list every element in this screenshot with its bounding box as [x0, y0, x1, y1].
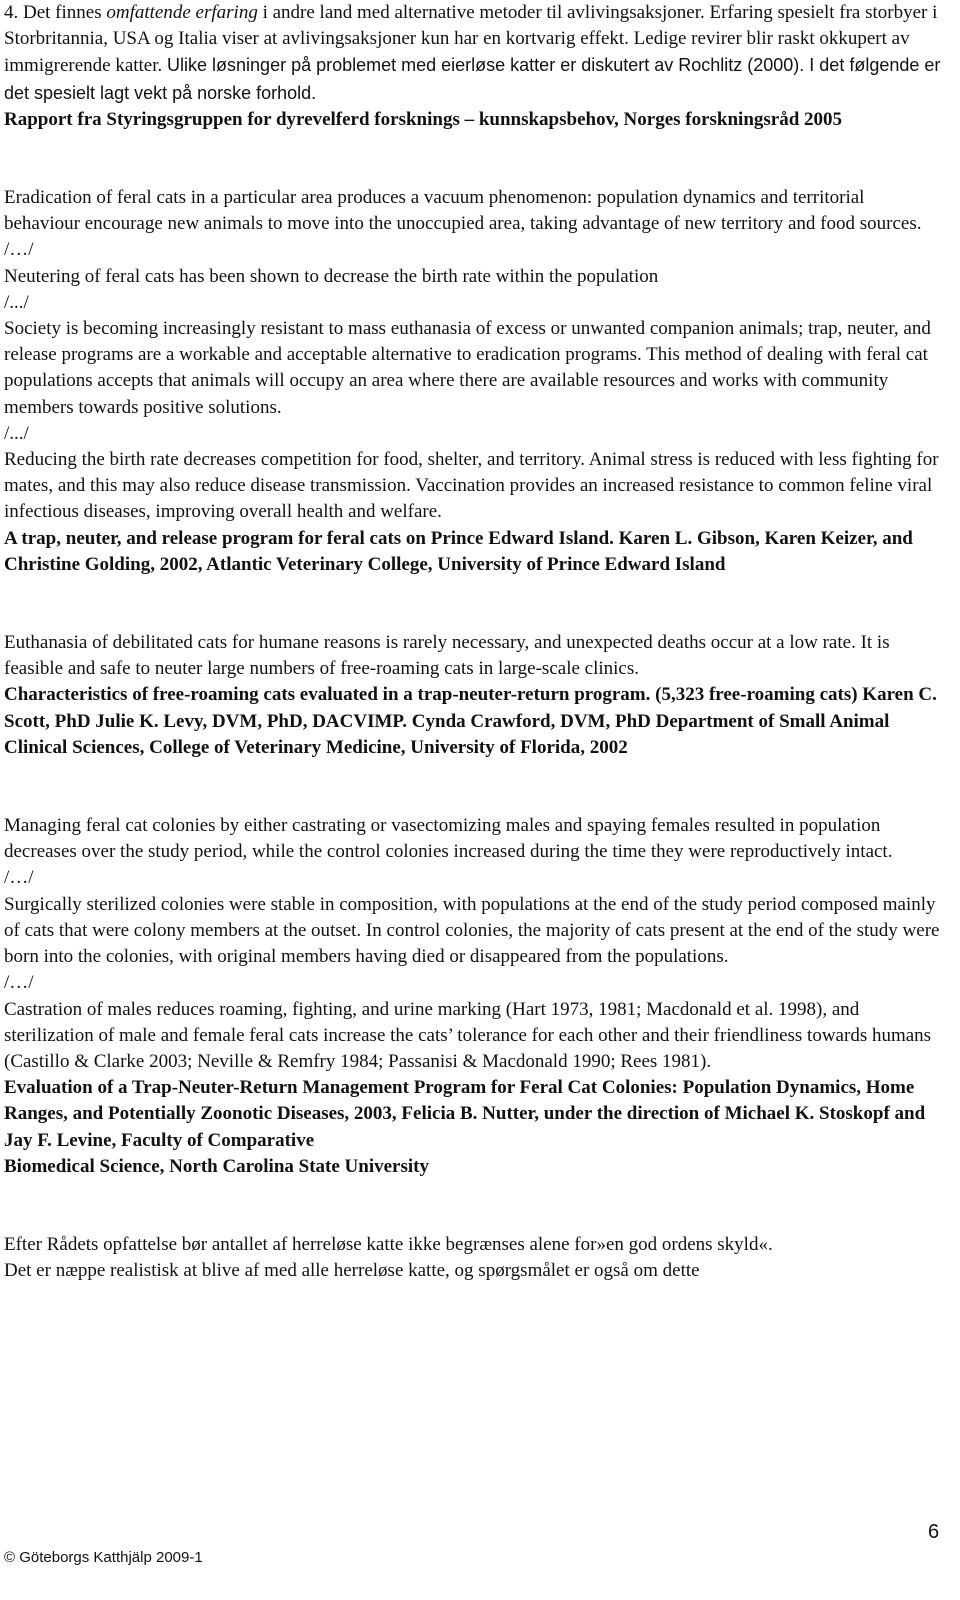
source-citation-norges: Rapport fra Styringsgruppen for dyrevelferd forsknings – kunnskapsbehov, Norges forskningsråd 2005 — [4, 108, 843, 130]
spacer — [4, 761, 942, 813]
omission-marker: /.../ — [4, 422, 29, 444]
quote-paragraph: Surgically sterilized colonies were stable in composition, with populations at the end of the study period composed mainly of cats that were colony members at the outset. In control colonies, the majority of cats present at the end of the study were born into the colonies, with original members having died or disappeared from the populations. — [4, 893, 940, 968]
intro-paragraph — [4, 0, 942, 107]
intro-lead: 4. Det finnes — [4, 2, 107, 23]
omission-marker: /…/ — [4, 972, 34, 994]
intro-emphasis: omfattende erfaring — [106, 2, 258, 23]
spacer — [4, 1180, 942, 1232]
quote-paragraph: Euthanasia of debilitated cats for humane reasons is rarely necessary, and unexpected deaths occur at a low rate. It is feasible and safe to neuter large numbers of free-roaming cats in large-scale clinics. — [4, 632, 890, 680]
quote-paragraph: Castration of males reduces roaming, fighting, and urine marking (Hart 1973, 1981; Macdonald et al. 1998), and sterilization of male and female feral cats increase the cats’ tolerance for each other and their friendliness towards humans (Castillo & Clarke 2003; Neville & Remfry 1984; Passanisi & Macdonald 1990; Rees 1981). — [4, 998, 932, 1072]
omission-marker: /…/ — [4, 239, 34, 261]
quote-paragraph: Managing feral cat colonies by either castrating or vasectomizing males and spaying females resulted in population decreases over the study period, while the control colonies increased during the time they were reproductively intact. — [4, 815, 893, 863]
page-number: 6 — [928, 1521, 940, 1543]
spacer — [4, 578, 942, 630]
intro-sans-text: Ulike løsninger på problemet med eierløse katter er diskutert av Rochlitz (2000). I det følgende er det spesielt lagt vekt på norske forhold. — [4, 55, 941, 103]
document-page — [4, 0, 942, 1284]
closing-line: Det er næppe realistisk at blive af med alle herreløse katte, og spørgsmålet er også om dette — [4, 1260, 700, 1282]
source-citation-prince-edward-island: A trap, neuter, and release program for feral cats on Prince Edward Island. Karen L. Gibson, Karen Keizer, and Christine Golding, 2002, Atlantic Veterinary College, University of Prince Edward Island — [4, 527, 913, 575]
omission-marker: /.../ — [4, 291, 29, 313]
omission-marker: /…/ — [4, 867, 34, 889]
intro-body: i andre land med alternative metoder til avlivingsaksjoner. Erfaring spesielt fra storbyer i Storbritannia, USA og Italia viser at avlivingsaksjoner kun har en kortvarig effekt. Ledige revirer blir raskt okkupert av immigrerende katter. — [4, 2, 938, 77]
quote-paragraph: Neutering of feral cats has been shown to decrease the birth rate within the population — [4, 265, 659, 287]
spacer — [4, 133, 942, 185]
source-citation-florida: Characteristics of free-roaming cats evaluated in a trap-neuter-return program. (5,323 free-roaming cats) Karen C. Scott, PhD Julie K. Levy, DVM, PhD, DACVIMP. Cynda Crawford, DVM, PhD Department of Small Animal Clinical Sciences, College of Veterinary Medicine, University of Florida, 2002 — [4, 684, 937, 758]
source-citation-north-carolina-cont: Biomedical Science, North Carolina State University — [4, 1155, 429, 1177]
quote-paragraph: Eradication of feral cats in a particular area produces a vacuum phenomenon: population dynamics and territorial behaviour encourage new animals to move into the unoccupied area, taking advantage of new territory and food sources. — [4, 187, 922, 235]
footer-copyright: © Göteborgs Katthjälp 2009-1 — [4, 1549, 203, 1566]
closing-line: Efter Rådets opfattelse bør antallet af herreløse katte ikke begrænses alene for»en god ordens skyld«. — [4, 1233, 773, 1255]
source-citation-north-carolina: Evaluation of a Trap-Neuter-Return Management Program for Feral Cat Colonies: Population Dynamics, Home Ranges, and Potentially Zoonotic Diseases, 2003, Felicia B. Nutter, under the direction of Michael K. Stoskopf and Jay F. Levine, Faculty of Comparative — [4, 1077, 926, 1151]
quote-paragraph: Society is becoming increasingly resistant to mass euthanasia of excess or unwanted companion animals; trap, neuter, and release programs are a workable and acceptable alternative to eradication programs. This method of dealing with feral cat populations accepts that animals will occupy an area where there are available resources and works with community members towards positive solutions. — [4, 318, 931, 418]
quote-paragraph: Reducing the birth rate decreases competition for food, shelter, and territory. Animal stress is reduced with less fighting for mates, and this may also reduce disease transmission. Vaccination provides an increased resistance to common feline viral infectious diseases, improving overall health and welfare. — [4, 449, 939, 523]
